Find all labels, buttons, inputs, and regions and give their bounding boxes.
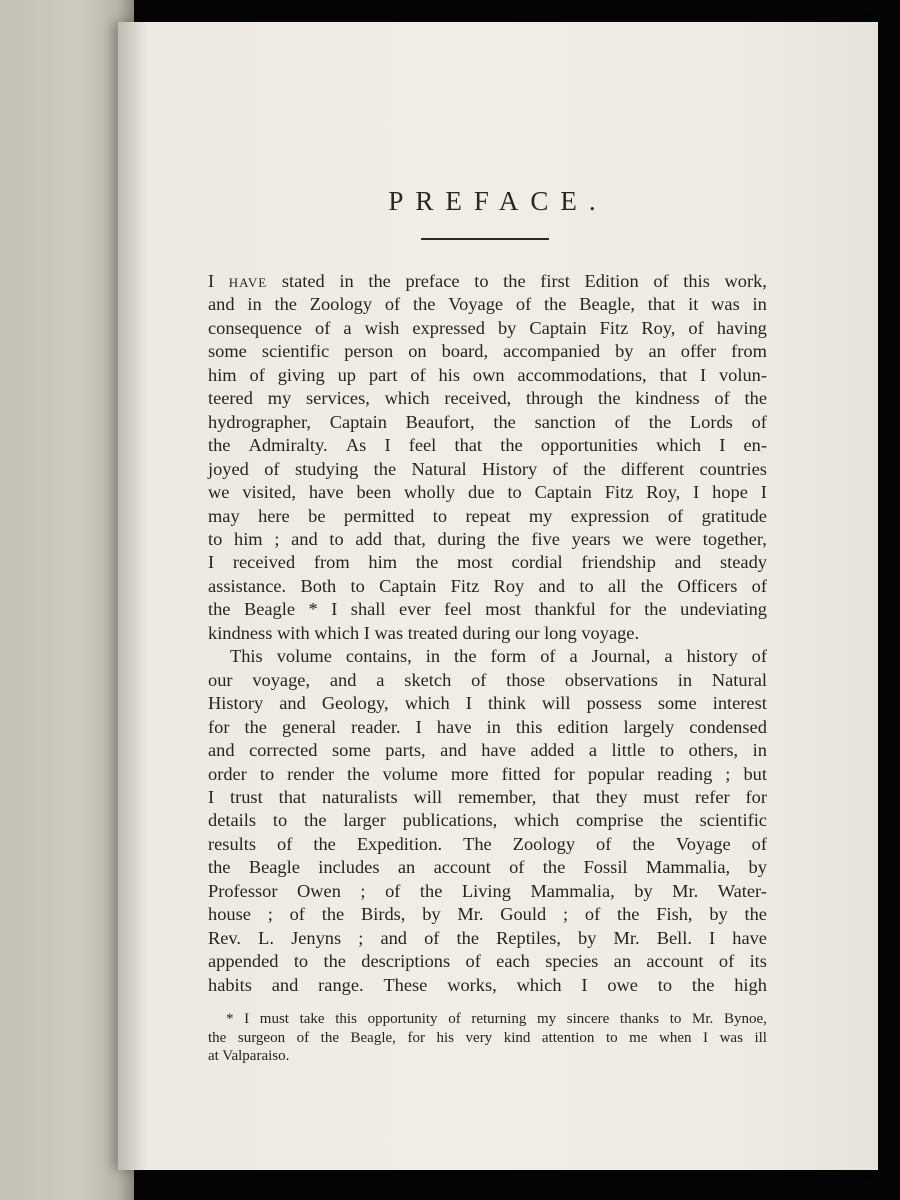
footnote-line: at Valparaiso. [208, 1048, 290, 1064]
body-line: appended to the descriptions of each species an account of its [208, 951, 767, 972]
body-line: the Admiralty. As I feel that the opportunities which I en- [208, 435, 767, 456]
body-line: assistance. Both to Captain Fitz Roy and to all the Officers of [208, 575, 767, 596]
body-line: I trust that naturalists will remember, that they must refer for [208, 786, 767, 807]
footnote [208, 1010, 767, 1066]
body-line: hydrographer, Captain Beaufort, the sanction of the Lords of [208, 411, 767, 432]
body-line: may here be permitted to repeat my expression of gratitude [208, 505, 767, 526]
footnote-line: * I must take this opportunity of returning my sincere thanks to Mr. Bynoe, [226, 1011, 767, 1027]
body-line: details to the larger publications, which comprise the scientific [208, 810, 767, 831]
body-line: order to render the volume more fitted for popular reading ; but [208, 763, 767, 784]
body-line: Professor Owen ; of the Living Mammalia, by Mr. Water- [208, 880, 767, 901]
body-line: History and Geology, which I think will possess some interest [208, 693, 767, 714]
preface-body [208, 270, 767, 997]
body-line: our voyage, and a sketch of those observations in Natural [208, 669, 767, 690]
gutter-shadow [118, 22, 148, 1170]
body-line: Rev. L. Jenyns ; and of the Reptiles, by Mr. Bell. I have [208, 927, 767, 948]
body-line: we visited, have been wholly due to Captain Fitz Roy, I hope I [208, 482, 767, 503]
body-line: teered my services, which received, through the kindness of the [208, 388, 767, 409]
body-line: to him ; and to add that, during the five years we were together, [208, 528, 767, 549]
footnote-line: the surgeon of the Beagle, for his very kind attention to me when I was ill [208, 1029, 767, 1046]
page-title: PREFACE. [388, 186, 608, 216]
body-line: the Beagle * I shall ever feel most thankful for the undeviating [208, 599, 767, 620]
body-line: and corrected some parts, and have added a little to others, in [208, 740, 767, 761]
title-rule [421, 238, 549, 240]
body-line: and in the Zoology of the Voyage of the Beagle, that it was in [208, 294, 767, 315]
book-page [118, 22, 878, 1170]
body-line: house ; of the Birds, by Mr. Gould ; of the Fish, by the [208, 904, 767, 925]
body-line: This volume contains, in the form of a Journal, a history of [230, 646, 767, 667]
body-line: results of the Expedition. The Zoology of the Voyage of [208, 833, 767, 854]
body-line: for the general reader. I have in this edition largely condensed [208, 716, 767, 737]
body-line: him of giving up part of his own accommodations, that I volun- [208, 364, 767, 385]
body-line: consequence of a wish expressed by Captain Fitz Roy, of having [208, 317, 767, 338]
body-line: I have stated in the preface to the first Edition of this work, [208, 271, 767, 291]
body-line: habits and range. These works, which I owe to the high [208, 974, 767, 995]
facing-page-edge [0, 0, 134, 1200]
body-line: kindness with which I was treated during our long voyage. [208, 622, 640, 643]
body-line: joyed of studying the Natural History of the different countries [208, 458, 767, 479]
body-line: the Beagle includes an account of the Fossil Mammalia, by [208, 857, 767, 878]
body-line: some scientific person on board, accompanied by an offer from [208, 341, 767, 362]
body-line: I received from him the most cordial friendship and steady [208, 552, 767, 573]
